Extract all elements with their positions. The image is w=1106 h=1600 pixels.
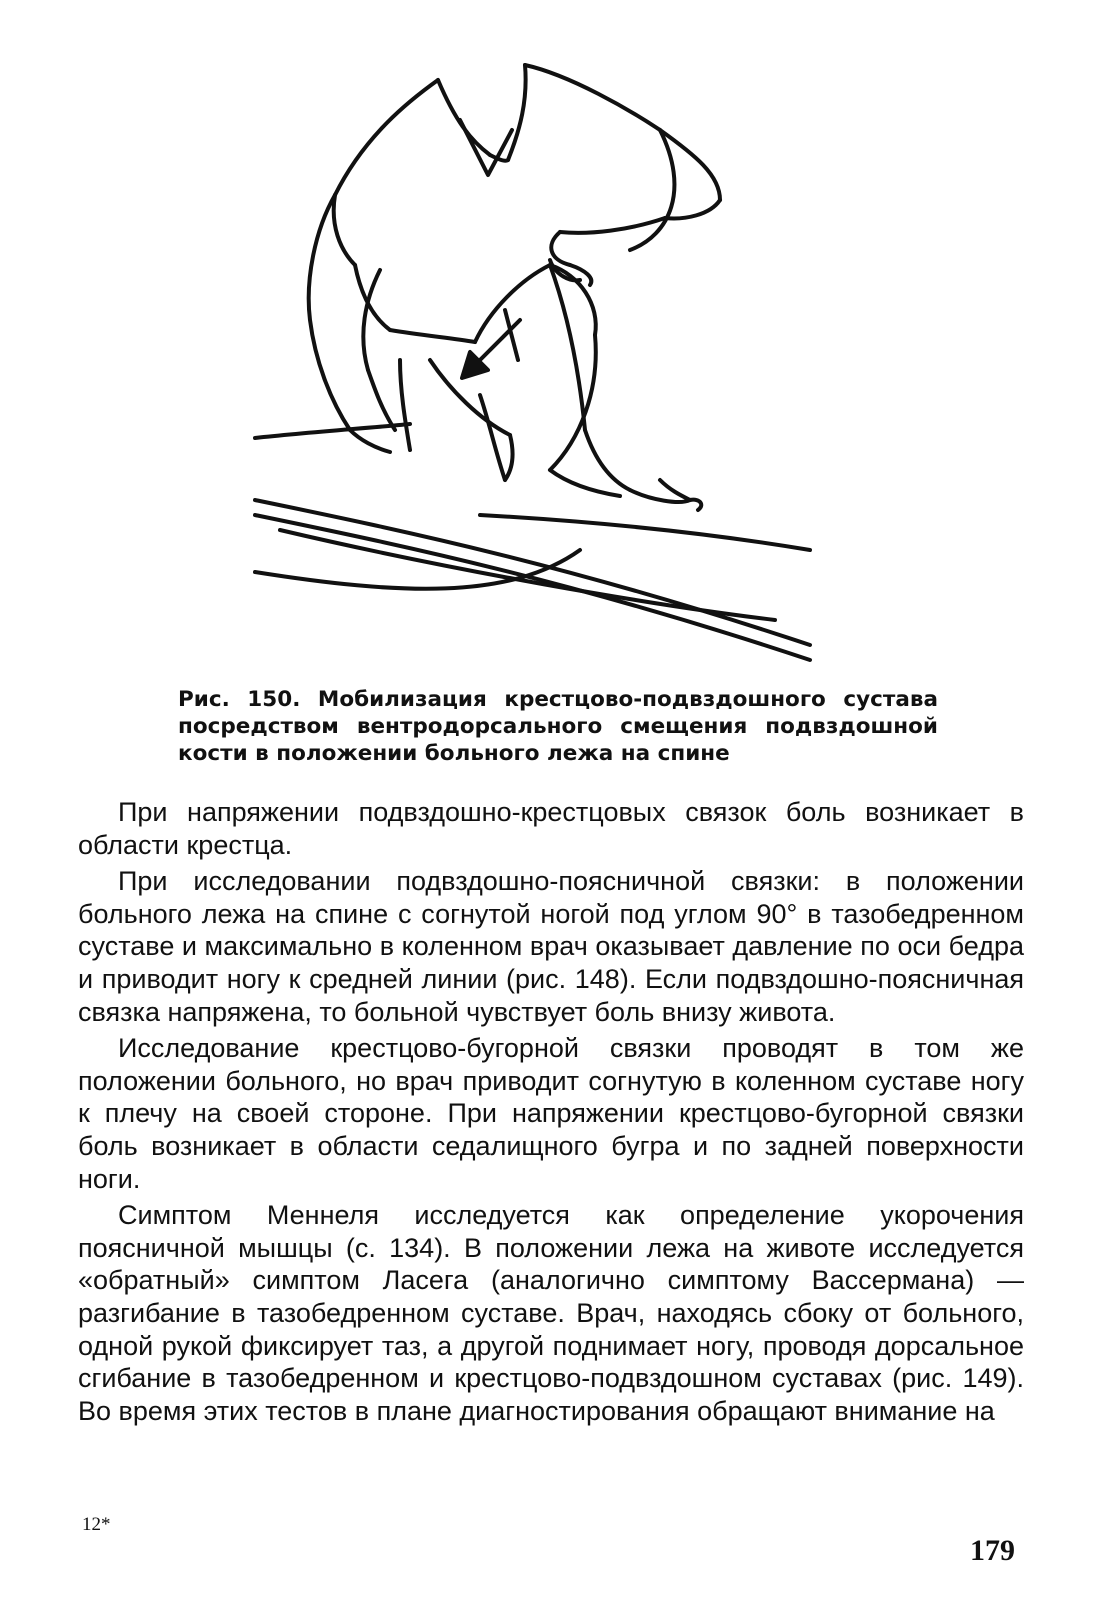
figure-caption: Рис. 150. Мобилизация крестцово-подвздошного сустава посредством вентродорсального смещения подвздошной кости в положении больного лежа на спине — [178, 687, 938, 766]
paragraph: При исследовании подвздошно-поясничной связки: в положении больного лежа на спине с согнутой ногой под углом 90° в тазобедренном суставе и максимально в коленном врач оказывает давление по оси бедра и приводит ногу к средней линии (рис. 148). Если подвздошно-поясничная связка напряжена, то больной чувствует боль внизу живота. — [78, 866, 1024, 1027]
signature-mark: 12* — [82, 1514, 111, 1535]
paragraph: Симптом Меннеля исследуется как определение укорочения поясничной мышцы (с. 134). В положении лежа на животе исследуется «обратный» симптом Ласега (аналогично симптому Вассермана) — разгибание в тазобедренном суставе. Врач, находясь сбоку от больного, одной рукой фиксирует таз, а другой поднимает ногу, проводя дорсальное сгибание в тазобедренном и крестцово-подвздошном суставах (рис. 149). Во время этих тестов в плане диагностирования обращают внимание на — [78, 1200, 1024, 1426]
paragraph: Исследование крестцово-бугорной связки проводят в том же положении больного, но врач приводит согнутую в коленном суставе ногу к плечу на своей стороне. При напряжении крестцово-бугорной связки боль возникает в области седалищного бугра и по задней поверхности ноги. — [78, 1033, 1024, 1194]
figure-illustration — [250, 60, 830, 680]
page-number: 179 — [970, 1534, 1015, 1567]
paragraph: При напряжении подвздошно-крестцовых связок боль возникает в области крестца. — [78, 797, 1024, 860]
body-text — [78, 796, 1024, 1431]
